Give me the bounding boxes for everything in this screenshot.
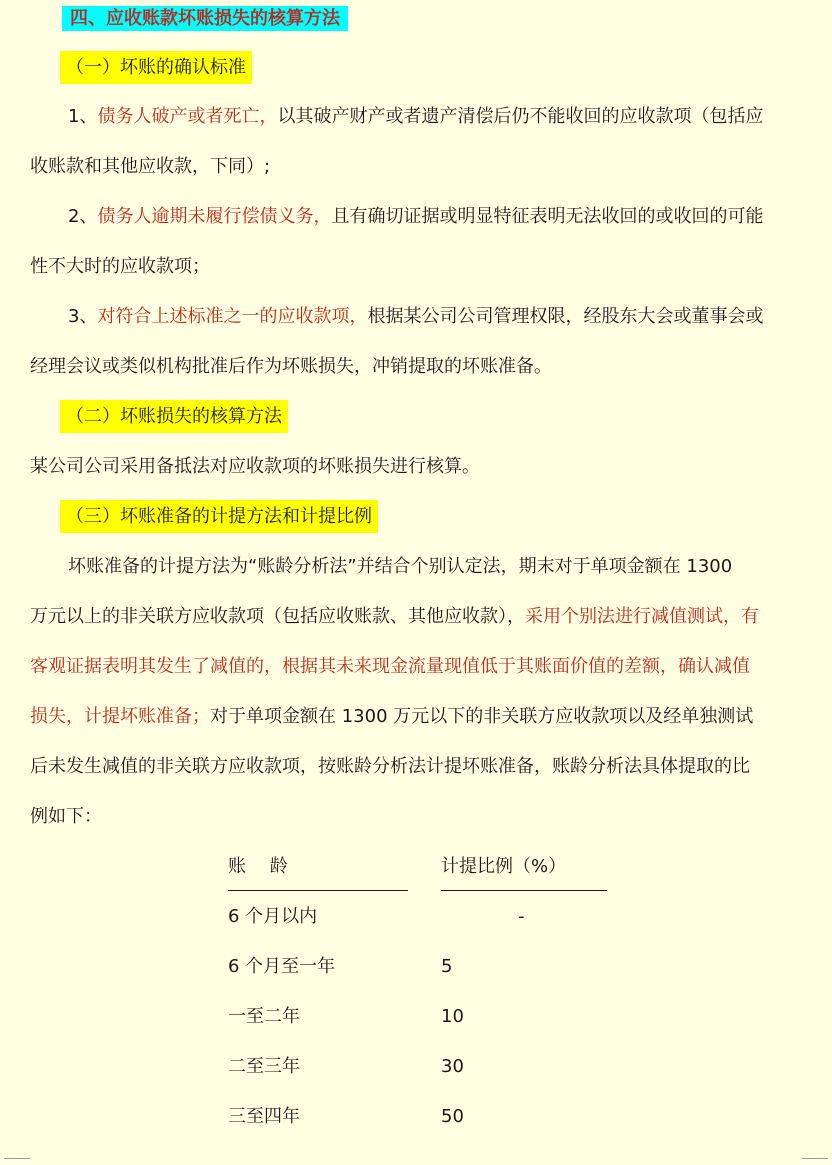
table-header-aging: 账 龄 [228,856,288,877]
paragraph-item-2-line-1: 2、债务人逾期未履行偿债义务，且有确切证据或明显特征表明无法收回的或收回的可能 [68,206,764,227]
table-cell-aging: 6 个月以内 [228,906,318,927]
section-2-body: 某公司公司采用备抵法对应收款项的坏账损失进行核算。 [30,456,480,477]
section-title-1: （一）坏账的确认标准 [60,54,252,82]
paragraph-item-1-line-2: 收账款和其他应收款，下同）; [30,156,271,177]
paragraph-item-1-line-1: 1、债务人破产或者死亡，以其破产财产或者遗产清偿后仍不能收回的应收款项（包括应 [68,106,764,127]
section-title-2: （二）坏账损失的核算方法 [60,403,288,431]
table-cell-ratio: 50 [441,1106,464,1127]
section-3-paragraph-line-2: 万元以上的非关联方应收款项（包括应收账款、其他应收款），采用个别法进行减值测试，有 [30,606,759,627]
table-cell-aging: 一至二年 [228,1006,300,1027]
section-3-paragraph-line-5: 后未发生减值的非关联方应收款项，按账龄分析法计提坏账准备，账龄分析法具体提取的比 [30,756,750,777]
table-cell-ratio: 5 [441,956,453,977]
page-corner-mark-left [4,1158,30,1159]
paragraph-item-2-line-2: 性不大时的应收款项； [30,256,210,277]
section-3-paragraph-line-4: 损失，计提坏账准备；对于单项金额在 1300 万元以下的非关联方应收款项以及经单独测试 [30,706,754,727]
document-heading: 四、应收账款坏账损失的核算方法 [62,5,348,33]
section-3-paragraph-line-6: 例如下： [30,806,102,827]
table-cell-ratio: 30 [441,1056,464,1077]
table-cell-aging: 6 个月至一年 [228,956,336,977]
section-3-paragraph-line-3: 客观证据表明其发生了减值的，根据其未来现金流量现值低于其账面价值的差额，确认减值 [30,656,750,677]
table-cell-aging: 二至三年 [228,1056,300,1077]
page-corner-mark-right [802,1158,828,1159]
paragraph-item-3-line-2: 经理会议或类似机构批准后作为坏账损失，冲销提取的坏账准备。 [30,356,552,377]
table-header-rule-aging [228,890,408,891]
section-3-paragraph-line-1: 坏账准备的计提方法为“账龄分析法”并结合个别认定法，期末对于单项金额在 1300 [68,556,733,577]
table-header-ratio: 计提比例（%） [441,856,567,877]
table-cell-ratio: - [518,906,525,927]
section-title-3: （三）坏账准备的计提方法和计提比例 [60,503,378,531]
table-header-rule-ratio [441,890,607,891]
table-cell-aging: 三至四年 [228,1106,300,1127]
paragraph-item-3-line-1: 3、对符合上述标准之一的应收款项，根据某公司公司管理权限，经股东大会或董事会或 [68,306,764,327]
table-cell-ratio: 10 [441,1006,464,1027]
